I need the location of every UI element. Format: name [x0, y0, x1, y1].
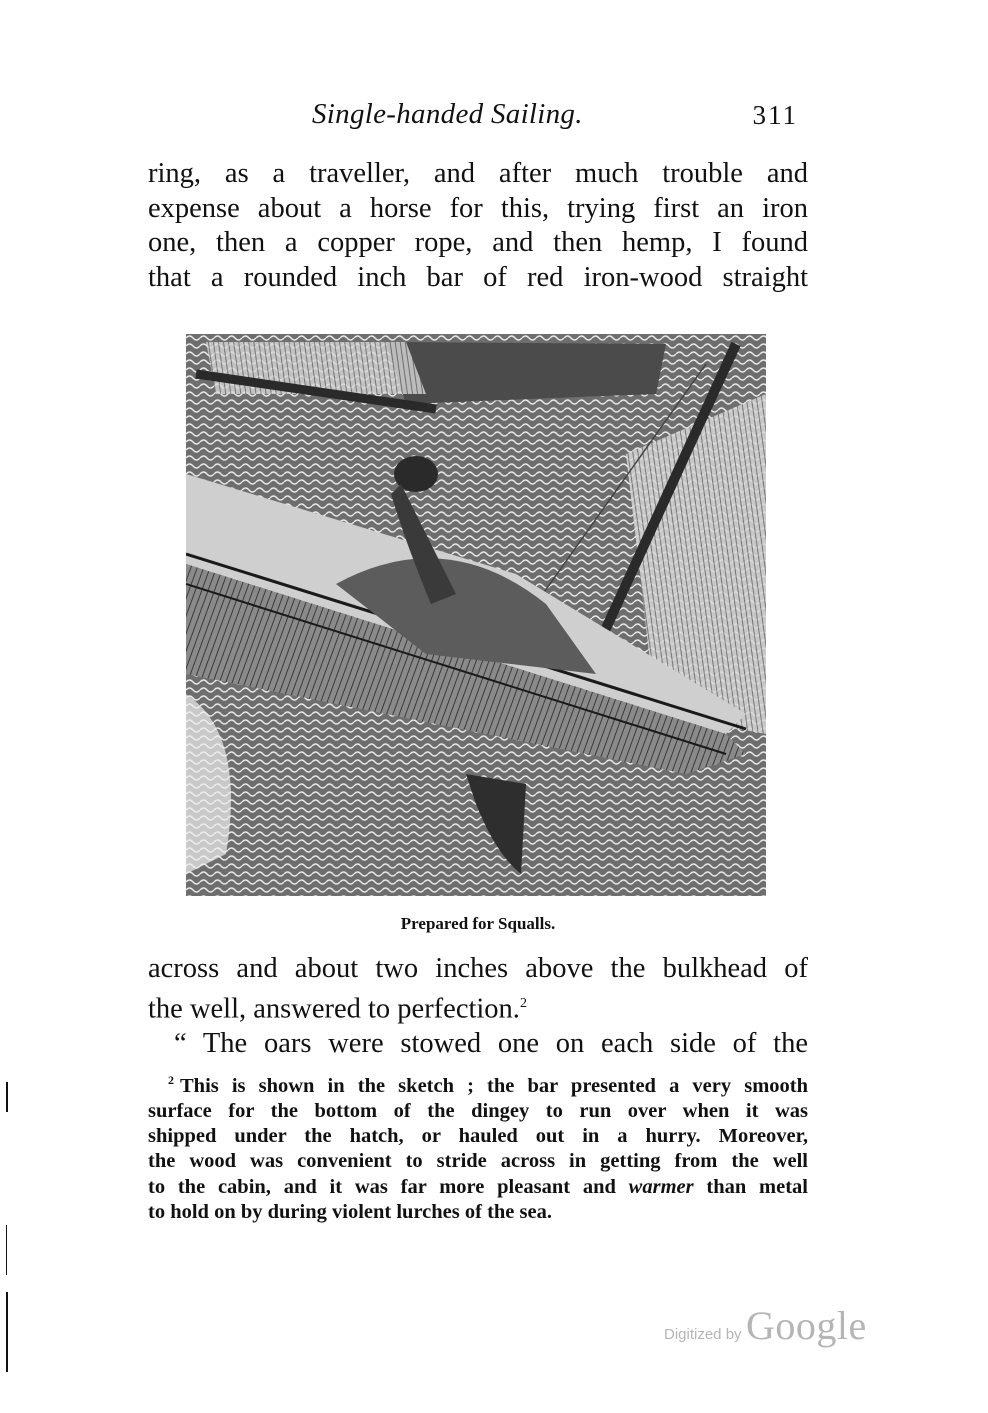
- page-number: 311: [752, 100, 798, 130]
- footnote-text: This is shown in the sketch ; the bar presented a very smooth: [180, 1074, 808, 1097]
- footnote-text: than metal: [706, 1175, 808, 1198]
- sailboat-engraving-icon: [186, 334, 766, 896]
- text-line: “ The oars were stowed one on each side of the: [174, 1027, 808, 1059]
- footnote-reference[interactable]: 2: [519, 995, 527, 1011]
- footnote-line: the wood was convenient to stride across in getting from the well: [148, 1150, 808, 1173]
- text-line-content: the well, answered to perfection.: [148, 993, 520, 1024]
- google-logo: Google: [746, 1303, 867, 1348]
- digitized-by-google-watermark: [664, 1302, 867, 1349]
- text-line: across and about two inches above the bulkhead of: [148, 953, 808, 984]
- text-line: one, then a copper rope, and then hemp, I found: [148, 227, 808, 258]
- footnote-mark: 2: [168, 1073, 174, 1087]
- footnote-line: shipped under the hatch, or hauled out in a hurry. Moreover,: [148, 1125, 808, 1148]
- running-title: Single-handed Sailing.: [312, 98, 583, 130]
- paragraph-1: [148, 157, 808, 295]
- footnote-text: to the cabin, and it was far more pleasant and: [148, 1175, 616, 1198]
- footnote-line: to hold on by during violent lurches of the sea.: [148, 1200, 552, 1223]
- footnote-line: [148, 1068, 808, 1099]
- footnote-line: [148, 1175, 808, 1200]
- text-line: expense about a horse for this, trying first an iron: [148, 192, 808, 224]
- scan-edge-mark: [6, 1082, 8, 1112]
- scan-edge-mark: [6, 1225, 7, 1275]
- paragraph-2: [148, 952, 808, 1061]
- scan-edge-mark: [6, 1292, 8, 1372]
- footnote: [148, 1068, 808, 1225]
- watermark-prefix: Digitized by: [664, 1326, 742, 1343]
- text-line: that a rounded inch bar of red iron-wood straight: [148, 261, 808, 293]
- running-head: [148, 98, 808, 138]
- text-line: [148, 987, 808, 1027]
- footnote-italic: warmer: [628, 1175, 694, 1198]
- figure-caption: Prepared for Squalls.: [400, 914, 556, 933]
- illustration-sailboat: [186, 334, 766, 896]
- footnote-line: surface for the bottom of the dingey to run over when it was: [148, 1100, 808, 1123]
- text-line: ring, as a traveller, and after much trouble and: [148, 158, 808, 189]
